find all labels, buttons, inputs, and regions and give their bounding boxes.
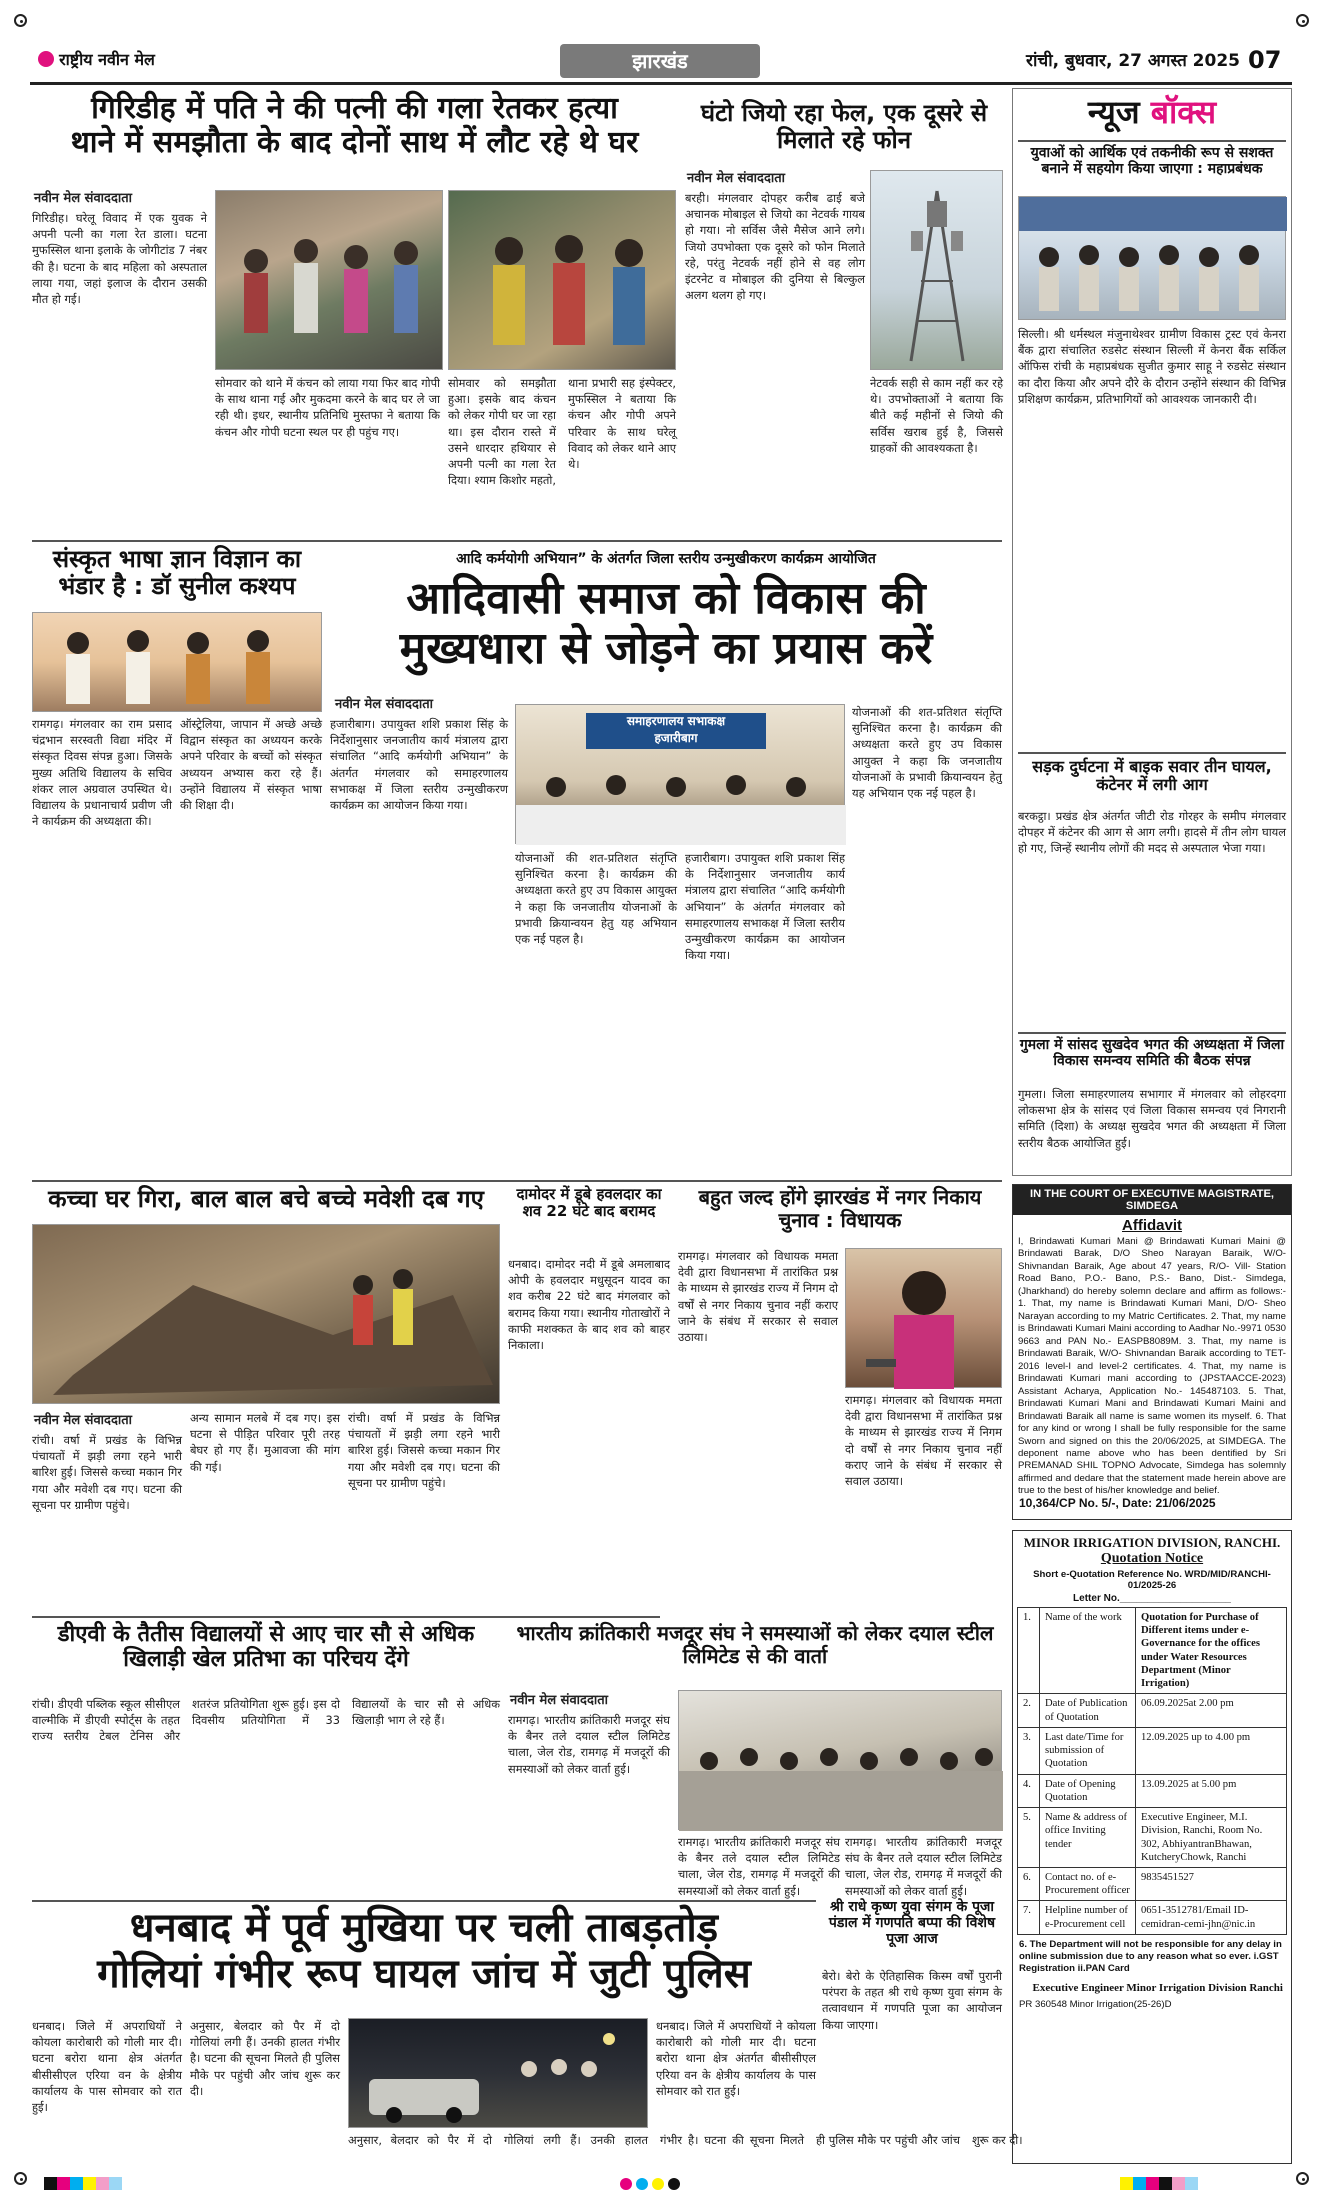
story8-photo	[678, 1690, 1002, 1830]
story1-col2: सोमवार को समझौता हुआ। इसके बाद कंचन को लेकर गोपी घर जा रहा था। इस दौरान रास्ते में उसने धारदार हथियार से अपनी पत्नी का गला रेत दिया। श्याम किशोर महतो, थाना प्रभारी सह इंस्पेक्टर, मुफस्सिल ने बताया कि कंचन और गोपी अपने परिवार के साथ घरेलू विवाद को लेकर थाने आए थे।	[448, 376, 676, 488]
story1-photo-1	[215, 190, 443, 370]
tender-cell: Date of Publication of Quotation	[1040, 1694, 1136, 1727]
women-photo-icon	[449, 191, 677, 371]
story1-headline	[32, 92, 677, 180]
tender-cell: 5.	[1018, 1808, 1040, 1868]
story1-col3: सोमवार को थाने में कंचन को लाया गया फिर बाद गोपी के साथ थाना गई और मुकदमा करने के बाद घर ले जा रही थी। इधर, स्थानीय प्रतिनिधि मुस्तफा ने बताया कि कंचन और गोपी घटना स्थल पर ही पहुंच गए।	[215, 376, 440, 439]
story8-headline: भारतीय क्रांतिकारी मजदूर संघ ने समस्याओं को लेकर दयाल स्टील लिमिटेड से की वार्ता	[516, 1621, 994, 1668]
story5-headline: दामोदर में डूबे हवलदार का शव 22 घंटे बाद बरामद	[516, 1185, 662, 1221]
rule	[32, 1616, 660, 1618]
tender-cell: Contact no. of e-Procurement officer	[1040, 1867, 1136, 1900]
banner-photo	[515, 704, 845, 844]
story9-body: बेरो। बेरो के ऐतिहासिक किस्म वर्षों पुरानी परंपरा के तहत श्री राधे कृष्ण युवा संगम के तत्वावधान में गणपति पूजा का आयोजन किया जाएगा।	[822, 1969, 1002, 2032]
byline: नवीन मेल संवाददाता	[335, 697, 433, 712]
legislator-photo-icon	[846, 1249, 1003, 1389]
affidavit-court: IN THE COURT OF EXECUTIVE MAGISTRATE, SIMDEGA	[1013, 1185, 1291, 1215]
tender-cell: 0651-3512781/Email ID-cemidran-cemi-jhn@nic.in	[1136, 1901, 1287, 1934]
registration-mark	[14, 14, 27, 27]
tender-letter: Letter No.____________________	[1073, 1593, 1231, 1604]
news-box-headline-3: गुमला में सांसद सुखदेव भगत की अध्यक्षता में जिला विकास समन्वय समिति की बैठक संपन्न	[1019, 1037, 1285, 1069]
registration-dots	[620, 2175, 710, 2189]
story2-body2: नेटवर्क सही से काम नहीं कर रहे थे। उपभोक्ताओं ने बताया कि बीते कई महीनों से जियो की सर्विस खराब हुई है, जिससे ग्राहकों की आवश्यकता है।	[870, 376, 1003, 455]
story8-body: रामगढ़। भारतीय क्रांतिकारी मजदूर संघ के बैनर तले दयाल स्टील लिमिटेड चाला, जेल रोड, रामगढ़ में मजदूरों की समस्याओं को लेकर वार्ता हुई।	[508, 1713, 670, 1776]
news-box-photo	[1018, 196, 1286, 320]
story7-headline: डीएवी के तैतीस विद्यालयों से आए चार सौ से अधिक खिलाड़ी खेल प्रतिभा का परिचय देंगे	[57, 1622, 475, 1673]
news-box-body: सिल्ली। श्री धर्मस्थल मंजुनाथेश्वर ग्रामीण विकास ट्रस्ट एवं केनरा बैंक द्वारा संचालित रुडसेट संस्थान सिल्ली में केनरा बैंक सर्किल ऑफिस रांची के महाप्रबंधक सुजीत कुमार साहू ने रुडसेट संस्थान का दौरा किया और अपने दौरे के दौरान उन्होंने संस्थान की विभिन्न प्रशिक्षण कार्यक्रम, प्रतिभागियों को आवश्यक जानकारी दी।	[1018, 327, 1286, 406]
tender-cell: 3.	[1018, 1727, 1040, 1774]
tender-notice	[1012, 1530, 1292, 2164]
story4-headline: कच्चा घर गिरा, बाल बाल बचे बच्चे मवेशी दब गए	[48, 1185, 484, 1213]
story10-photo	[348, 2018, 648, 2128]
tender-signature: Executive Engineer Minor Irrigation Division Ranchi	[1032, 1981, 1283, 1994]
story6-body: रामगढ़। मंगलवार को विधायक ममता देवी द्वारा विधानसभा में तारांकित प्रश्न के माध्यम से झारखंड राज्य में निगम दो वर्षों से नगर निकाय चुनाव नहीं कराए जाने के संबंध में सरकार से सवाल उठाया।	[678, 1249, 838, 1344]
story10-body: धनबाद। जिले में अपराधियों ने कोयला कारोबारी को गोली मार दी। घटना बरोरा थाना क्षेत्र अंतर्गत बीसीसीएल एरिया वन के क्षेत्रीय कार्यालय के पास सोमवार को रात हुई।	[32, 2019, 182, 2114]
section-label	[560, 44, 760, 78]
banner-kicker-text: आदि कर्मयोगी अभियान” के अंतर्गत जिला स्तरीय उन्मुखीकरण कार्यक्रम आयोजित	[456, 551, 876, 567]
story8-body2: रामगढ़। भारतीय क्रांतिकारी मजदूर संघ के बैनर तले दयाल स्टील लिमिटेड चाला, जेल रोड, रामगढ़ में मजदूरों की समस्याओं को लेकर वार्ता हुई।	[678, 1835, 840, 1898]
rule	[1018, 140, 1286, 142]
story3-headline: संस्कृत भाषा ज्ञान विज्ञान का भंडार है : डॉ सुनील कश्यप	[52, 545, 302, 601]
meeting-hall-sign	[586, 713, 766, 749]
news-box-body-3: गुमला। जिला समाहरणालय सभागार में मंगलवार को लोहरदगा लोकसभा क्षेत्र के सांसद एवं जिला विकास समन्वय एवं निगरानी समिति (दिशा) के अध्यक्ष सुखदेव भगत की अध्यक्षता में जिला स्तरीय बैठक आयोजित हुई।	[1018, 1087, 1286, 1150]
news-box-headline: युवाओं को आर्थिक एवं तकनीकी रूप से सशक्त बनाने में सहयोग किया जाएगा : महाप्रबंधक	[1030, 145, 1274, 177]
dateline-text: रांची, बुधवार, 27 अगस्त 2025	[1026, 51, 1240, 71]
banner-body-3: हजारीबाग। उपायुक्त शशि प्रकाश सिंह के निर्देशानुसार जनजातीय कार्य मंत्रालय द्वारा संचालित “आदि कर्मयोगी अभियान” के अंतर्गत मंगलवार को समाहरणालय सभाकक्ष में जिला स्तरीय उन्मुखीकरण कार्यक्रम का आयोजन किया गया।	[685, 851, 845, 963]
story10-body2: अनुसार, बेलदार को पैर में दो गोलियां लगी हैं। उनकी हालत गंभीर है। घटना की सूचना मिलते ही पुलिस मौके पर पहुंची और जांच शुरू कर दी।	[190, 2019, 340, 2098]
registration-mark	[1296, 14, 1309, 27]
tender-cell: Name of the work	[1040, 1608, 1136, 1694]
banner-body-4: योजनाओं की शत-प्रतिशत संतृप्ति सुनिश्चित करना है। कार्यक्रम की अध्यक्षता करते हुए उप विकास आयुक्त ने कहा कि जनजातीय योजनाओं के प्रभावी क्रियान्वयन हेतु यह अभियान एक नई पहल है।	[852, 705, 1002, 800]
news-box-body-2: बरकट्ठा। प्रखंड क्षेत्र अंतर्गत जीटी रोड गोरहर के समीप मंगलवार दोपहर में कंटेनर की आग से आग लगी। हादसे में तीन लोग घायल हो गए, जिन्हें स्थानीय लोगों की मदद से अस्पताल भेजा गया।	[1018, 809, 1286, 856]
tender-row	[1018, 1694, 1287, 1727]
page-number-text: 07	[1248, 46, 1282, 74]
collapsed-house-photo-icon	[33, 1225, 501, 1405]
masthead-paper	[38, 48, 218, 76]
tender-cell: Executive Engineer, M.I. Division, Ranchi, Room No. 302, AbhiyantranBhawan, KutcheryChowk, Ranchi	[1136, 1808, 1287, 1868]
tender-dept: MINOR IRRIGATION DIVISION, RANCHI.	[1023, 1535, 1281, 1550]
registration-mark	[14, 2172, 27, 2185]
story7-body: रांची। डीएवी पब्लिक स्कूल सीसीएल वाल्मीकि में डीएवी स्पोर्ट्स के तहत राज्य स्तरीय टेबल टेनिस और शतरंज प्रतियोगिता शुरू हुई। इस दो दिवसीय प्रतियोगिता में 33 विद्यालयों के चार सौ से अधिक खिलाड़ी भाग ले रहे हैं।	[32, 1697, 500, 1744]
story4-body: रांची। वर्षा में प्रखंड के विभिन्न पंचायतों में झड़ी लगा रहने भारी बारिश हुई। जिससे कच्चा मकान गिर गया और मवेशी दब गए। घटना की सूचना पर ग्रामीण पहुंचे।	[32, 1433, 182, 1512]
news-box-headline-2: सड़क दुर्घटना में बाइक सवार तीन घायल, कंटेनर में लगी आग	[1032, 757, 1272, 795]
tender-cell: 7.	[1018, 1901, 1040, 1934]
affidavit-text: I, Brindawati Kumari Mani @ Brindawati Kumari Maini @ Brindawati Barak, D/O Sheo Narayan Baraik, W/O- Shivnandan Baraik, Age about 47 years, R/O- Vill- Station Road Bano, P.O.- Bano, P.S.- Bano, Dist.- Simdega, (Jharkhand) do hereby solemn declare and affirm as follows:- 1. That, my name is Brindawati Kumari Mani, D/O- Sheo Narayan according to my Matric Certificates. 2. That, my name is Brindawati Kumari Maini according to Aadhar No.-9971 0530 9663 and PAN No.- EASPB8089M. 3. That, my name is Brindawati Baraik, W/O- Shivnandan Baraik according to TET-2016 level-I and level-2 certificates. 4. That, my name is Brindawati Kumari mani according to (JPSTAACCE-2023) Assistant Acharya, Application No.- 145487103. 5. That, Brindawati Kumari Mani and Brindawati Kumari Maini and Brindawati Baraik all name is same women its myself. 6. That for any kind or wrong I shall be fully responsible for the same Sworn and signed on this the 20/06/2025, at SIMDEGA. The deponent name above who has been dentified by Sri PREMANAD SHIL TOPNO Advocate, Simdega has solemnly affirmed and dedare that the statement made herein above are true to the best of his/her knowledge and belief.	[1018, 1236, 1286, 1497]
story10-body4: धनबाद। जिले में अपराधियों ने कोयला कारोबारी को गोली मार दी। घटना बरोरा थाना क्षेत्र अंतर्गत बीसीसीएल एरिया वन के क्षेत्रीय कार्यालय के पास सोमवार को रात हुई।	[656, 2019, 816, 2098]
story5-body: धनबाद। दामोदर नदी में डूबे अमलाबाद ओपी के हवलदार मधुसूदन यादव का शव करीब 22 घंटे बाद मंगलवार को बरामद किया गया। स्थानीय गोताखोरों ने काफी मशक्कत के बाद शव को बाहर निकाला।	[508, 1257, 670, 1352]
headline-line: धनबाद में पूर्व मुखिया पर चली ताबड़तोड़	[129, 1905, 719, 1951]
sign-line-2: हजारीबाग	[654, 731, 698, 745]
rule	[32, 540, 1002, 542]
tender-row	[1018, 1808, 1287, 1868]
story10-body3: अनुसार, बेलदार को पैर में दो गोलियां लगी हैं। उनकी हालत गंभीर है। घटना की सूचना मिलते ही पुलिस मौके पर पहुंची और जांच शुरू कर दी।	[348, 2133, 1023, 2147]
dignitaries-photo-icon	[33, 613, 323, 713]
tender-row	[1018, 1867, 1287, 1900]
story3-body2: ऑस्ट्रेलिया, जापान में अच्छे अच्छे विद्वान संस्कृत का अध्ययन करके अपने परिवार के बच्चों को संस्कृत अध्ययन अभ्यास करा रहे हैं। उन्होंने विद्यालय में संस्कृत भाषा की शिक्षा दी।	[180, 717, 322, 812]
color-bar	[1120, 2175, 1280, 2189]
masthead-rule	[30, 82, 1292, 85]
story4-photo	[32, 1224, 500, 1404]
tender-cell: 1.	[1018, 1608, 1040, 1694]
page-number	[1248, 46, 1293, 78]
tender-cell: Name & address of office Inviting tender	[1040, 1808, 1136, 1868]
tender-cell: Helpline number of e-Procurement cell	[1040, 1901, 1136, 1934]
story1-lede: गिरिडीह। घरेलू विवाद में एक युवक ने अपनी पत्नी का गला रेत डाला। घटना मुफस्सिल थाना इलाके के जोगीटांड 7 नंबर की है। घटना के बाद महिला को अस्पताल लाया गया, जहां इलाज के दौरान उसकी मौत हो गई।	[32, 211, 207, 306]
workers-meeting-photo-icon	[679, 1691, 1003, 1831]
story4-body3: रांची। वर्षा में प्रखंड के विभिन्न पंचायतों में झड़ी लगा रहने भारी बारिश हुई। जिससे कच्चा मकान गिर गया और मवेशी दब गए। घटना की सूचना पर ग्रामीण पहुंचे।	[348, 1411, 500, 1490]
rule	[1018, 1032, 1286, 1034]
banner-body-2: योजनाओं की शत-प्रतिशत संतृप्ति सुनिश्चित करना है। कार्यक्रम की अध्यक्षता करते हुए उप विकास आयुक्त ने कहा कि जनजातीय योजनाओं के प्रभावी क्रियान्वयन हेतु यह अभियान एक नई पहल है।	[515, 851, 677, 946]
tender-title: Quotation Notice	[1100, 1551, 1204, 1566]
rule	[1018, 752, 1286, 754]
night-crime-scene-photo-icon	[349, 2019, 649, 2129]
tender-ref: Short e-Quotation Reference No. WRD/MID/RANCHI- 01/2025-26	[1033, 1569, 1271, 1591]
byline: नवीन मेल संवाददाता	[34, 191, 132, 206]
story3-photo	[32, 612, 322, 712]
story4-body2: अन्य सामान मलबे में दब गए। इस घटना से पीड़ित परिवार पूरी तरह बेघर हो गए हैं। मुआवजा की मांग की गई।	[190, 1411, 340, 1474]
story2-body: बरही। मंगलवार दोपहर करीब ढाई बजे अचानक मोबाइल से जियो का नेटवर्क गायब हो गया। नो सर्विस जैसे मैसेज आने लगे। जियो उपभोक्ता एक दूसरे को फोन मिलाते रहे, परंतु नेटवर्क नहीं होने से वह लोग इंटरनेट व मोबाइल की दुनिया से बिल्कुल अलग थलग हो गए।	[685, 191, 865, 303]
tender-cell: Quotation for Purchase of Different items under e-Governance for the offices under Water Resources Department (Minor Irrigation)	[1136, 1608, 1287, 1694]
byline: नवीन मेल संवाददाता	[510, 1693, 608, 1708]
story8-body3: रामगढ़। भारतीय क्रांतिकारी मजदूर संघ के बैनर तले दयाल स्टील लिमिटेड चाला, जेल रोड, रामगढ़ में मजदूरों की समस्याओं को लेकर वार्ता हुई।	[845, 1835, 1002, 1898]
headline-line: मुख्यधारा से जोड़ने का प्रयास करें	[399, 623, 933, 675]
story9-headline: श्री राधे कृष्ण युवा संगम के पूजा पंडाल में गणपति बप्पा की विशेष पूजा आज	[828, 1899, 996, 1947]
tender-pr: PR 360548 Minor Irrigation(25-26)D	[1019, 1999, 1172, 2011]
tender-row	[1018, 1901, 1287, 1934]
tender-cell: 9835451527	[1136, 1867, 1287, 1900]
tender-cell: 12.09.2025 up to 4.00 pm	[1136, 1727, 1287, 1774]
story3-body: रामगढ़। मंगलवार का राम प्रसाद चंद्रभान सरस्वती विद्या मंदिर में संस्कृत दिवस संपन्न हुआ। जिसके मुख्य अतिथि विद्यालय के सचिव शंकर लाल अग्रवाल उपस्थित थे। विद्यालय के प्रधानाचार्य प्रवीण जी ने कार्यक्रम की अध्यक्षता की।	[32, 717, 172, 829]
story6-body2: रामगढ़। मंगलवार को विधायक ममता देवी द्वारा विधानसभा में तारांकित प्रश्न के माध्यम से झारखंड राज्य में निगम दो वर्षों से नगर निकाय चुनाव नहीं कराए जाने के संबंध में सरकार से सवाल उठाया।	[845, 1393, 1002, 1488]
headline-line: गिरिडीह में पति ने की पत्नी की गला रेतकर हत्या	[91, 91, 618, 126]
dateline	[955, 48, 1240, 78]
banner-headline	[330, 574, 1002, 684]
tender-row	[1018, 1774, 1287, 1807]
news-box-title	[1018, 94, 1286, 138]
registration-mark	[1296, 2172, 1309, 2185]
byline: नवीन मेल संवाददाता	[687, 171, 785, 186]
story2-photo	[870, 170, 1003, 370]
rule	[32, 1900, 816, 1902]
crowd-photo-icon	[216, 191, 444, 371]
tender-cell: 6.	[1018, 1867, 1040, 1900]
affidavit-title: Affidavit	[1122, 1217, 1182, 1234]
tender-table	[1017, 1607, 1287, 1935]
tender-cell: 4.	[1018, 1774, 1040, 1807]
tender-cell: 2.	[1018, 1694, 1040, 1727]
sign-line-1: समाहरणालय सभाकक्ष	[626, 714, 726, 728]
affidavit-notice	[1012, 1184, 1292, 1520]
story10-headline	[32, 1906, 816, 2012]
story2-headline: घंटो जियो रहा फेल, एक दूसरे से मिलाते रहे फोन	[700, 99, 988, 155]
rule	[32, 1180, 1002, 1182]
story6-headline: बहुत जल्द होंगे झारखंड में नगर निकाय चुनाव : विधायक	[698, 1185, 982, 1232]
story6-photo	[845, 1248, 1002, 1388]
cell-tower-icon	[871, 171, 1004, 371]
affidavit-footer: 10,364/CP No. 5/-, Date: 21/06/2025	[1019, 1496, 1216, 1510]
tender-row	[1018, 1608, 1287, 1694]
headline-line: थाने में समझौता के बाद दोनों साथ में लौट रहे थे घर	[70, 125, 639, 161]
tender-cell: Date of Opening Quotation	[1040, 1774, 1136, 1807]
headline-line: आदिवासी समाज को विकास की	[406, 573, 926, 624]
banner-kicker	[330, 548, 1002, 570]
news-box-title-a: न्यूज	[1087, 93, 1140, 131]
banner-body: हजारीबाग। उपायुक्त शशि प्रकाश सिंह के निर्देशानुसार जनजातीय कार्य मंत्रालय द्वारा संचालित “आदि कर्मयोगी अभियान” के अंतर्गत मंगलवार को समाहरणालय सभाकक्ष में जिला स्तरीय उन्मुखीकरण कार्यक्रम का आयोजन किया गया।	[330, 717, 508, 812]
color-bar	[44, 2175, 204, 2189]
tender-note: 6. The Department will not be responsible for any delay in online submission due to any reason what so ever. i.GST Registration ii.PAN Card	[1019, 1938, 1282, 1974]
tender-row	[1018, 1727, 1287, 1774]
news-box-title-b: बॉक्स	[1150, 93, 1217, 131]
section-name: झारखंड	[632, 49, 688, 73]
group-photo-icon	[1019, 197, 1287, 321]
tender-cell: Last date/Time for submission of Quotation	[1040, 1727, 1136, 1774]
tender-cell: 13.09.2025 at 5.00 pm	[1136, 1774, 1287, 1807]
story1-photo-2	[448, 190, 676, 370]
byline: नवीन मेल संवाददाता	[34, 1413, 132, 1428]
tender-cell: 06.09.2025at 2.00 pm	[1136, 1694, 1287, 1727]
headline-line: गोलियां गंभीर रूप घायल जांच में जुटी पुलिस	[97, 1950, 751, 1997]
paper-name: राष्ट्रीय नवीन मेल	[59, 50, 155, 69]
